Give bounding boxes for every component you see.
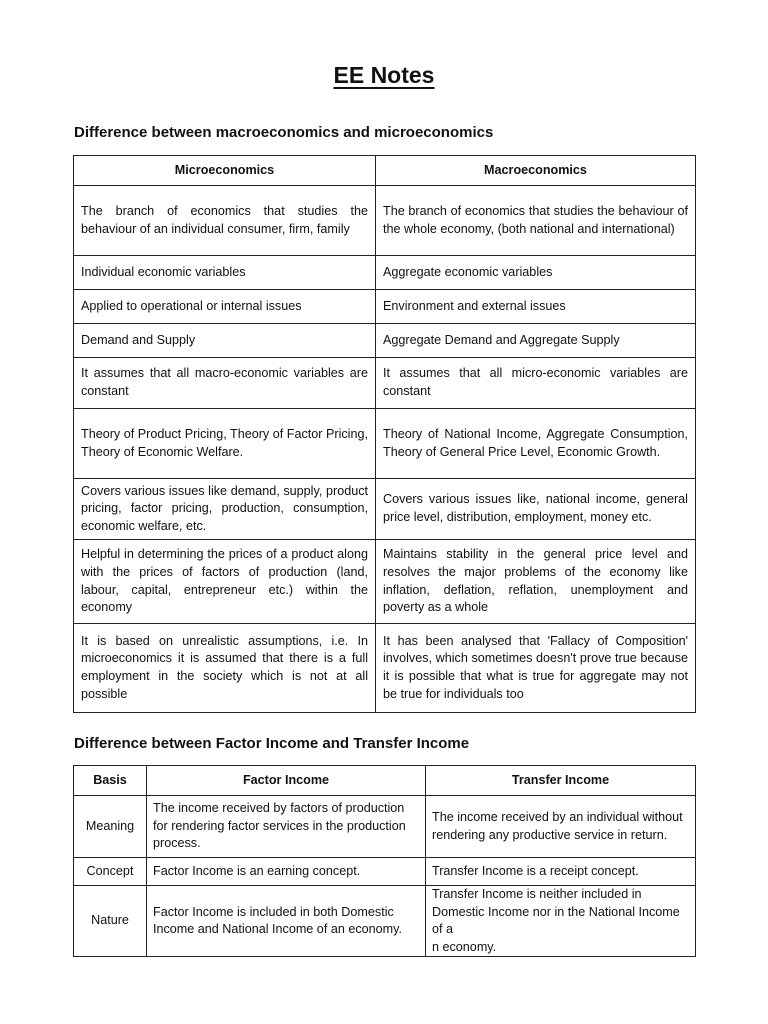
table-cell: The branch of economics that studies the behaviour of an individual consumer, firm, family [74,186,376,256]
table-row [74,886,696,957]
table-cell: Demand and Supply [74,324,376,358]
table-row [74,256,696,290]
table-cell: The income received by an individual without rendering any productive service in return. [426,796,696,858]
table-cell: Theory of National Income, Aggregate Consumption, Theory of General Price Level, Economic Growth. [376,409,696,479]
table-cell: Theory of Product Pricing, Theory of Factor Pricing, Theory of Economic Welfare. [74,409,376,479]
table-row [74,796,696,858]
table-cell: Factor Income is an earning concept. [147,858,426,886]
table-row [74,624,696,713]
table-row [74,858,696,886]
table-cell: Aggregate economic variables [376,256,696,290]
table-cell: The income received by factors of production for rendering factor services in the production process. [147,796,426,858]
table-cell: Transfer Income is neither included in Domestic Income nor in the National Income of a n economy. [426,886,696,957]
column-header: Microeconomics [74,156,376,186]
table-cell: Individual economic variables [74,256,376,290]
table-row [74,358,696,409]
factor-transfer-table [73,765,696,957]
column-header: Factor Income [147,766,426,796]
table-row [74,540,696,624]
table-cell: It assumes that all macro-economic variables are constant [74,358,376,409]
column-header: Basis [74,766,147,796]
table-cell-basis: Concept [74,858,147,886]
table-cell: Covers various issues like, national income, general price level, distribution, employment, money etc. [376,479,696,540]
table-cell-basis: Nature [74,886,147,957]
table-row [74,409,696,479]
column-header: Macroeconomics [376,156,696,186]
table-cell: Aggregate Demand and Aggregate Supply [376,324,696,358]
table-header-row [74,156,696,186]
table-cell: The branch of economics that studies the behaviour of the whole economy, (both national and international) [376,186,696,256]
page-title: EE Notes [333,62,435,88]
table-cell: Environment and external issues [376,290,696,324]
table-cell: It is based on unrealistic assumptions, i.e. In microeconomics it is assumed that there is a full employment in the society which is not at all possible [74,624,376,713]
section-heading-macro-micro: Difference between macroeconomics and microeconomics [74,124,494,141]
table-row [74,290,696,324]
table-cell: Maintains stability in the general price level and resolves the major problems of the economy like inflation, deflation, reflation, unemployment and poverty as a whole [376,540,696,624]
table-cell: Covers various issues like demand, supply, product pricing, factor pricing, production, consumption, economic welfare, etc. [74,479,376,540]
table-cell: It has been analysed that 'Fallacy of Composition' involves, which sometimes doesn't prove true because it is possible that what is true for aggregate may not be true for individuals too [376,624,696,713]
table-cell-basis: Meaning [74,796,147,858]
table-cell: Applied to operational or internal issues [74,290,376,324]
table-cell: Helpful in determining the prices of a product along with the prices of factors of production (land, labour, capital, entrepreneur etc.) within the economy [74,540,376,624]
table-cell: Transfer Income is a receipt concept. [426,858,696,886]
table-cell: It assumes that all micro-economic variables are constant [376,358,696,409]
macro-micro-table [73,155,696,713]
table-cell: Factor Income is included in both Domestic Income and National Income of an economy. [147,886,426,957]
table-row [74,324,696,358]
section-heading-factor-transfer: Difference between Factor Income and Transfer Income [74,735,470,752]
table-header-row [74,766,696,796]
table-row [74,186,696,256]
column-header: Transfer Income [426,766,696,796]
table-row [74,479,696,540]
